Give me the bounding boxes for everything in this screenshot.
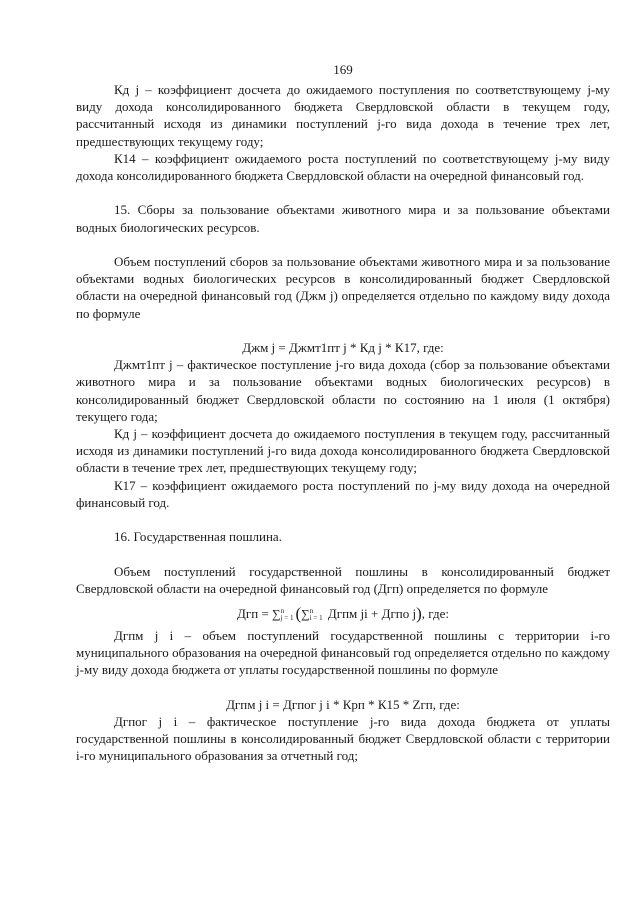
- section-heading-15: 15. Сборы за пользование объектами животного мира и за пользование объектами водных биологических ресурсов.: [76, 202, 610, 235]
- document-page: [76, 62, 610, 765]
- section-heading-16: 16. Государственная пошлина.: [114, 529, 282, 545]
- formula-djm: Джм j = Джмт1пт j * Кд j * К17, где:: [242, 340, 444, 355]
- formula-dgp-tail: , где:: [421, 606, 449, 622]
- paragraph: Дгпог j i – фактическое поступление j-го вида дохода бюджета от уплаты государственной пошлины в консолидированный бюджет Свердловской области с территории i-го муниципального образования за отчетный год;: [76, 714, 610, 764]
- outer-sum-symbol: ∑: [272, 607, 281, 622]
- inner-sum-upper: n: [309, 607, 314, 616]
- formula-dgp-lhs: Дгп =: [237, 606, 273, 622]
- inner-sum-symbol: ∑: [301, 607, 310, 622]
- outer-sum-upper: n: [280, 607, 285, 616]
- inner-sum-lower: i = 1: [309, 614, 323, 623]
- paragraph: Кд j – коэффициент досчета до ожидаемого поступления по соответствующему j-му виду дохода консолидированного бюджета Свердловской области в текущем году, рассчитанный исходя из динамики поступлений j-го вида дохода в течение трех лет, предшествующих текущему году;: [76, 82, 610, 149]
- formula-dgp-body: Дгпм ji + Дгпо j: [324, 606, 417, 622]
- paragraph: Дгпм j i – объем поступлений государственной пошлины с территории i-го муниципального образования на очередной финансовый год определяется отдельно по каждому j-му виду дохода бюджета от уплаты государственной пошлины по формуле: [76, 628, 610, 678]
- formula-dgpm: Дгпм j i = Дгпог j i * Крп * К15 * Zгп, где:: [226, 696, 460, 712]
- formula-dgp: Дгп = ∑ n j = 1 (∑ n i = 1 Дгпм ji + Дгпо j), где:: [237, 604, 449, 624]
- page-number: 169: [333, 62, 353, 77]
- paragraph: К17 – коэффициент ожидаемого роста поступлений по j-му виду дохода на очередной финансовый год.: [76, 477, 610, 510]
- paragraph: Джмт1пт j – фактическое поступление j-го вида дохода (сбор за пользование объектами животного мира и за пользование объектами водных биологических ресурсов) в консолидированный бюджет Свердловской области по состоянию на 1 июля (1 октября) текущего года;: [76, 357, 610, 424]
- paragraph: К14 – коэффициент ожидаемого роста поступлений по соответствующему j-му виду дохода консолидированного бюджета Свердловской области на очередной финансовый год.: [76, 150, 610, 184]
- outer-sum-lower: j = 1: [280, 614, 294, 623]
- paragraph: Объем поступлений государственной пошлины в консолидированный бюджет Свердловской области на очередной финансовый год (Дгп) определяется по формуле: [76, 563, 610, 596]
- paragraph: Объем поступлений сборов за пользование объектами животного мира и за пользование объектами водных биологических ресурсов в консолидированный бюджет Свердловской области на очередной финансовый год (Джм j) определяется отдельно по каждому виду дохода по формуле: [76, 254, 610, 321]
- paragraph: Кд j – коэффициент досчета до ожидаемого поступления в текущем году, рассчитанный исходя из динамики поступлений j-го вида дохода консолидированного бюджета Свердловской области в течение трех лет, предшествующих текущему году;: [76, 426, 610, 476]
